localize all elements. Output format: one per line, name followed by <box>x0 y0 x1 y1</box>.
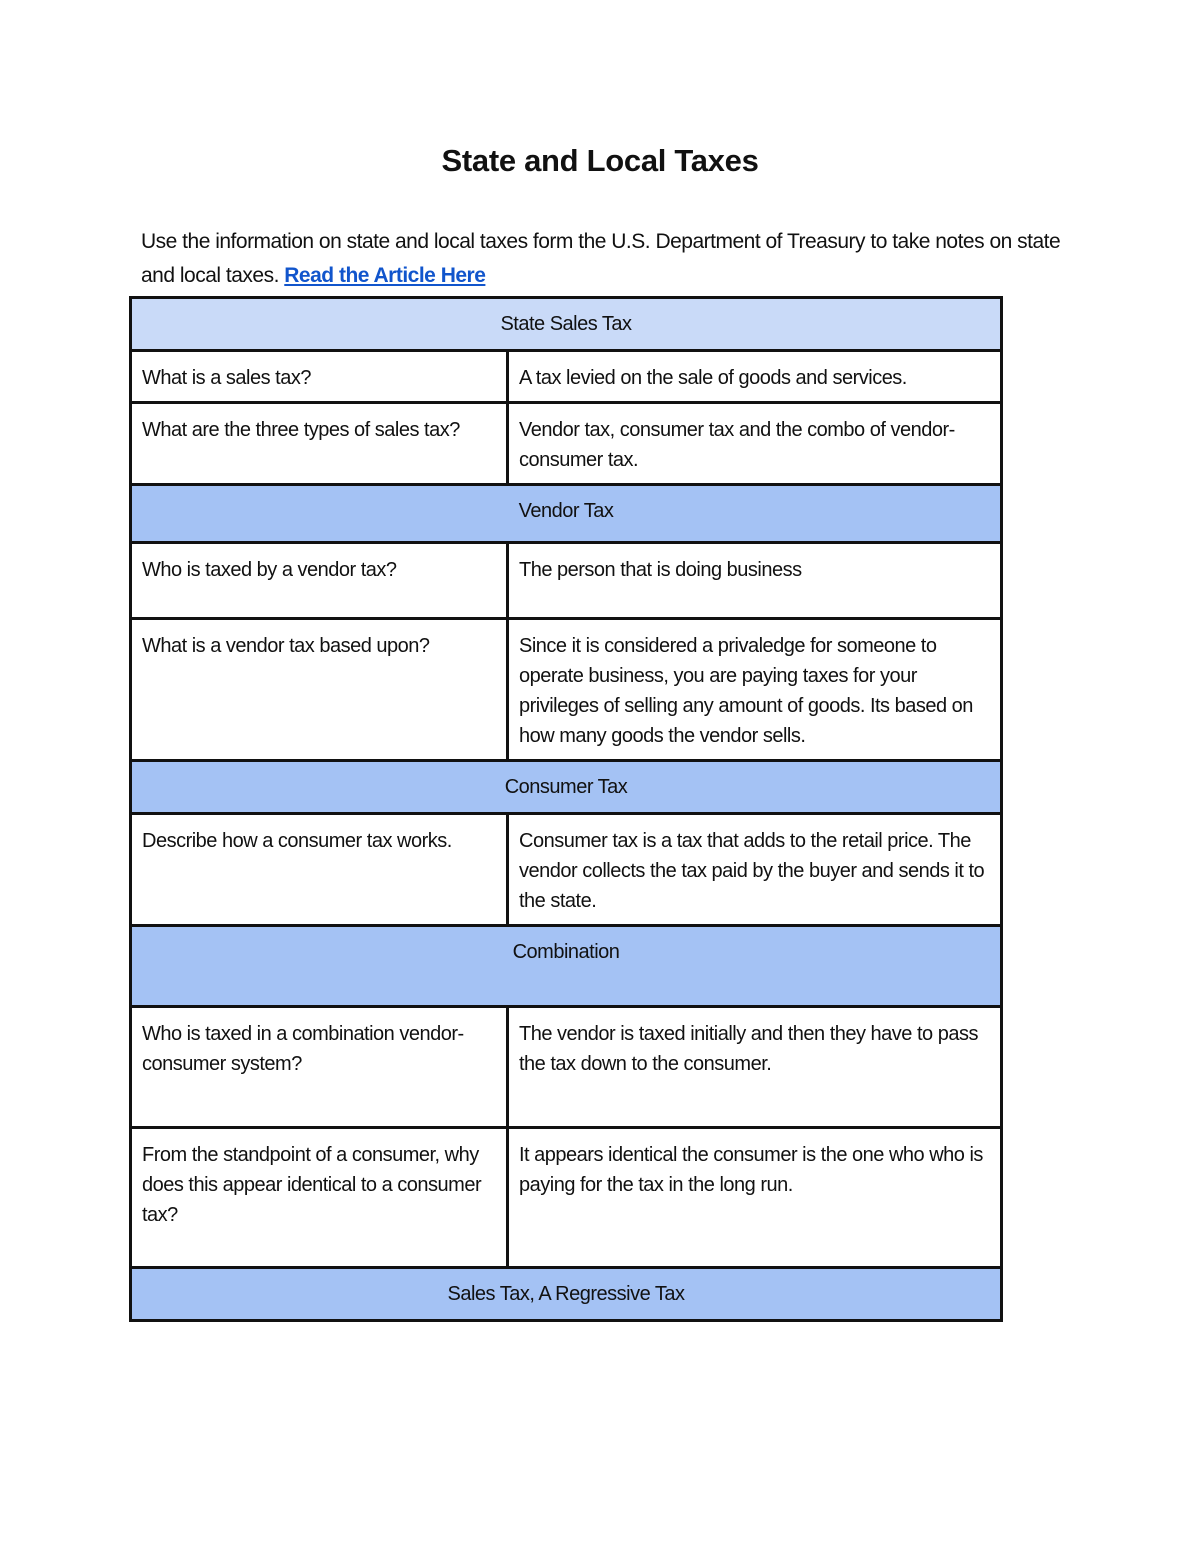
answer-cell[interactable]: The vendor is taxed initially and then they have to pass the tax down to the consumer. <box>508 1007 1002 1128</box>
section-heading: Combination <box>131 926 1002 1007</box>
table-row <box>131 619 1002 761</box>
question-cell: Who is taxed in a combination vendor-consumer system? <box>131 1007 508 1128</box>
section-heading: Vendor Tax <box>131 485 1002 543</box>
table-row <box>131 1007 1002 1128</box>
notes-table <box>129 296 1003 1322</box>
section-heading: Consumer Tax <box>131 761 1002 814</box>
question-cell: What is a sales tax? <box>131 351 508 403</box>
answer-cell[interactable]: A tax levied on the sale of goods and services. <box>508 351 1002 403</box>
question-cell: Describe how a consumer tax works. <box>131 814 508 926</box>
section-header-row <box>131 485 1002 543</box>
question-cell: What is a vendor tax based upon? <box>131 619 508 761</box>
section-header-row <box>131 761 1002 814</box>
table-row <box>131 543 1002 619</box>
answer-cell[interactable]: Since it is considered a privaledge for someone to operate business, you are paying taxes for your privileges of selling any amount of goods. Its based on how many goods the vendor sells. <box>508 619 1002 761</box>
section-heading: State Sales Tax <box>131 298 1002 351</box>
table-row <box>131 814 1002 926</box>
section-heading: Sales Tax, A Regressive Tax <box>131 1268 1002 1321</box>
answer-cell[interactable]: It appears identical the consumer is the one who who is paying for the tax in the long run. <box>508 1128 1002 1268</box>
question-cell: What are the three types of sales tax? <box>131 403 508 485</box>
answer-cell[interactable]: The person that is doing business <box>508 543 1002 619</box>
question-cell: Who is taxed by a vendor tax? <box>131 543 508 619</box>
section-header-row <box>131 1268 1002 1321</box>
section-header-row <box>131 298 1002 351</box>
page-title: State and Local Taxes <box>441 143 759 178</box>
answer-cell[interactable]: Vendor tax, consumer tax and the combo of vendor-consumer tax. <box>508 403 1002 485</box>
answer-cell[interactable]: Consumer tax is a tax that adds to the retail price. The vendor collects the tax paid by the buyer and sends it to the state. <box>508 814 1002 926</box>
question-cell: From the standpoint of a consumer, why does this appear identical to a consumer tax? <box>131 1128 508 1268</box>
read-article-link[interactable]: Read the Article Here <box>284 264 486 287</box>
section-header-row <box>131 926 1002 1007</box>
intro-paragraph <box>141 225 1071 293</box>
table-row <box>131 351 1002 403</box>
intro-text: Use the information on state and local taxes form the U.S. Department of Treasury to take notes on state and local taxes. <box>141 230 1061 287</box>
table-row <box>131 403 1002 485</box>
table-row <box>131 1128 1002 1268</box>
